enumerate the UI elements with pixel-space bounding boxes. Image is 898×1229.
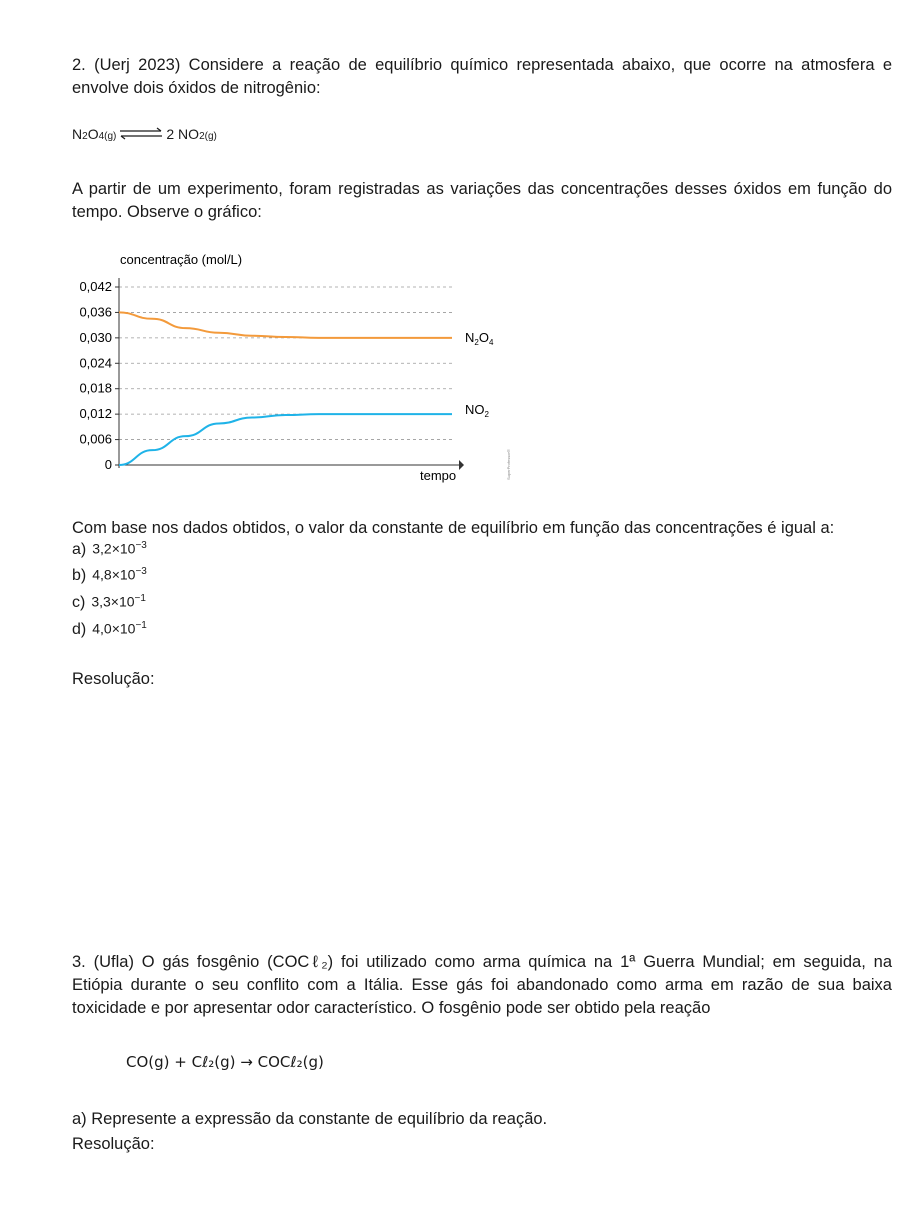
chart-y-axis-label: concentração (mol/L): [120, 252, 243, 267]
equilibrium-arrow-icon: [118, 127, 164, 141]
q3-item-a: a) Represente a expressão da constante de equilíbrio da reação.: [72, 1110, 548, 1128]
concentration-chart: [62, 248, 532, 488]
chart-x-axis-arrow-icon: [459, 460, 464, 470]
chart-x-axis-label: tempo: [420, 468, 457, 483]
q2-paragraph-line-3: A partir de um experimento, foram registradas as variações das concentrações desses óxidos em função do: [72, 180, 892, 198]
chart-y-ticks: [79, 279, 119, 472]
q3-paragraph-line-2: Etiópia durante o seu conflito com a Itália. Esse gás foi abandonado como arma em razão de sua baixa: [72, 976, 892, 994]
y-tick-label: 0: [104, 457, 112, 472]
q2-paragraph-line-2: envolve dois óxidos de nitrogênio:: [72, 79, 321, 97]
q2-question: Com base nos dados obtidos, o valor da constante de equilíbrio em função das concentrações é igual a:: [72, 519, 835, 537]
series-line-n2o4: [119, 312, 452, 337]
q2-resolution-label: Resolução:: [72, 670, 155, 688]
chart-gridlines: [119, 287, 452, 440]
option-b[interactable]: b) $4,8\times 10^{-3}$: [72, 566, 147, 584]
y-tick-label: 0,036: [79, 304, 112, 320]
option-d[interactable]: d) $4,0\times 10^{-1}$: [72, 620, 147, 638]
y-tick-label: 0,018: [79, 380, 112, 396]
q2-paragraph-line-4: tempo. Observe o gráfico:: [72, 203, 262, 221]
y-tick-label: 0,030: [79, 329, 112, 345]
q3-resolution-label: Resolução:: [72, 1135, 155, 1153]
series-label-no2: $NO_2$: [465, 402, 489, 419]
series-label-n2o4: $N_2O_4$: [465, 330, 494, 347]
y-tick-label: 0,042: [79, 279, 112, 294]
y-tick-label: 0,012: [79, 406, 112, 422]
q3-paragraph-line-1: 3. (Ufla) O gás fosgênio (COCℓ₂) foi utilizado como arma química na 1ª Guerra Mundial; em seguida, na: [72, 953, 892, 971]
option-c[interactable]: c) $3,3\times 10^{-1}$: [72, 593, 146, 611]
q2-paragraph-line-1: 2. (Uerj 2023) Considere a reação de equilíbrio químico representada abaixo, que ocorre na atmosfera e: [72, 56, 892, 74]
q3-reaction: CO(g) + Cℓ₂(g) → COCℓ₂(g): [126, 1053, 324, 1071]
q3-paragraph-line-3: toxicidade e por apresentar odor característico. O fosgênio pode ser obtido pela reação: [72, 999, 711, 1017]
q2-equation: N 2 O 4(g) 2 NO 2(g): [72, 126, 217, 142]
option-a[interactable]: a) $3,2\times 10^{-3}$: [72, 540, 147, 558]
watermark: SuperProfessor®: [506, 449, 511, 480]
y-tick-label: 0,024: [79, 355, 112, 371]
y-tick-label: 0,006: [79, 431, 112, 447]
